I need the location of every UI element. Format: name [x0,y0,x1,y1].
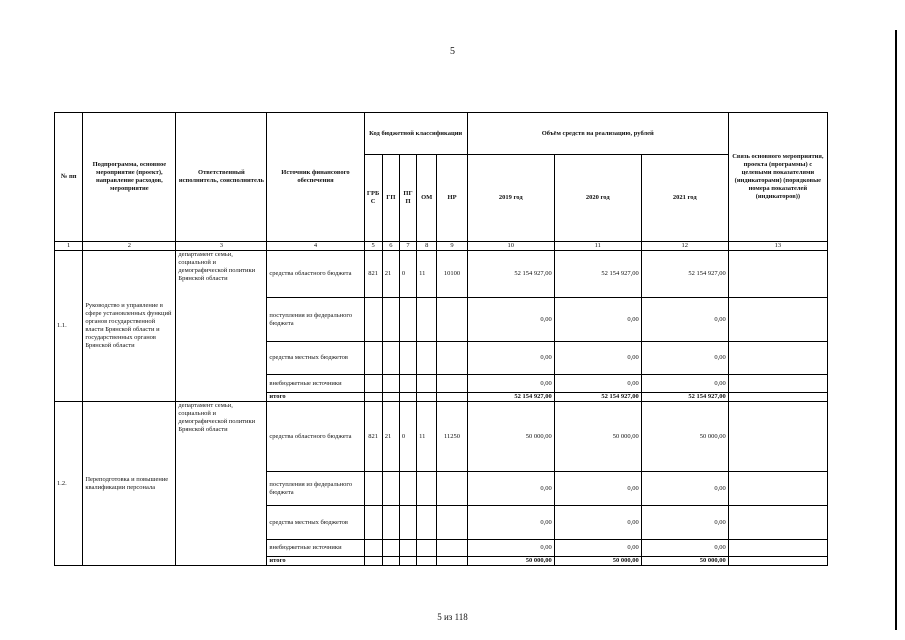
code-grbs-cell [364,506,382,540]
amount-2021-cell: 0,00 [641,472,728,506]
code-grbs-cell [364,393,382,402]
header-num: № пп [55,113,83,242]
column-number: 3 [176,242,267,251]
code-om-cell [417,342,437,375]
amount-2019-cell: 0,00 [467,506,554,540]
amount-2019-cell: 52 154 927,00 [467,393,554,402]
amount-2019-cell: 0,00 [467,472,554,506]
table-row [55,402,828,472]
code-nr-cell [437,540,467,557]
column-number: 11 [554,242,641,251]
code-nr-cell [437,298,467,342]
code-pgp-cell: 0 [399,251,416,298]
amount-2019-cell: 0,00 [467,298,554,342]
amount-2021-cell: 0,00 [641,506,728,540]
link-cell [728,342,827,375]
section-executor: департамент семьи, социальной и демографической политики Брянской области [176,251,267,402]
amount-2019-cell: 50 000,00 [467,402,554,472]
header-year-2021: 2021 год [641,155,728,242]
code-grbs-cell [364,298,382,342]
amount-2021-cell: 0,00 [641,298,728,342]
code-gp-cell: 21 [382,251,399,298]
code-nr-cell [437,557,467,566]
code-pgp-cell [399,298,416,342]
code-gp-cell [382,472,399,506]
header-code-nr: НР [437,155,467,242]
code-gp-cell [382,342,399,375]
amount-2020-cell: 0,00 [554,375,641,393]
link-cell [728,540,827,557]
code-grbs-cell [364,342,382,375]
header-year-2019: 2019 год [467,155,554,242]
link-cell [728,375,827,393]
amount-2019-cell: 0,00 [467,342,554,375]
code-pgp-cell: 0 [399,402,416,472]
source-cell: внебюджетные источники [267,540,364,557]
column-number: 13 [728,242,827,251]
header-code-group: Код бюджетной классификации [364,113,467,155]
header-code-grbs: ГРБ С [364,155,382,242]
amount-2019-cell: 0,00 [467,540,554,557]
code-gp-cell [382,540,399,557]
source-cell: итого [267,557,364,566]
code-grbs-cell [364,540,382,557]
amount-2021-cell: 0,00 [641,342,728,375]
code-grbs-cell [364,472,382,506]
amount-2021-cell: 0,00 [641,540,728,557]
header-executor: Ответственный исполнитель, соисполнитель [176,113,267,242]
code-nr-cell [437,472,467,506]
code-grbs-cell [364,375,382,393]
header-source: Источник финансового обеспечения [267,113,364,242]
amount-2021-cell: 0,00 [641,375,728,393]
amount-2020-cell: 0,00 [554,342,641,375]
code-nr-cell [437,342,467,375]
column-number: 6 [382,242,399,251]
source-cell: итого [267,393,364,402]
table-row [55,251,828,298]
header-code-gp: ГП [382,155,399,242]
link-cell [728,298,827,342]
column-number: 8 [417,242,437,251]
code-pgp-cell [399,393,416,402]
code-nr-cell: 10100 [437,251,467,298]
code-nr-cell: 11250 [437,402,467,472]
amount-2019-cell: 0,00 [467,375,554,393]
code-nr-cell [437,375,467,393]
page-number: 5 [450,46,455,57]
code-om-cell [417,298,437,342]
link-cell [728,393,827,402]
amount-2021-cell: 52 154 927,00 [641,251,728,298]
page-footer: 5 из 118 [437,612,468,622]
amount-2021-cell: 50 000,00 [641,557,728,566]
header-program: Подпрограмма, основное мероприятие (проект), направление расходов, мероприятие [83,113,176,242]
source-cell: средства областного бюджета [267,251,364,298]
section-number: 1.2. [55,402,83,566]
amount-2020-cell: 52 154 927,00 [554,251,641,298]
link-cell [728,557,827,566]
code-pgp-cell [399,557,416,566]
code-grbs-cell: 821 [364,251,382,298]
code-gp-cell [382,375,399,393]
code-gp-cell [382,393,399,402]
code-pgp-cell [399,540,416,557]
column-number-row [55,242,828,251]
source-cell: поступления из федерального бюджета [267,472,364,506]
code-grbs-cell: 821 [364,402,382,472]
column-number: 9 [437,242,467,251]
link-cell [728,251,827,298]
header-code-om: ОМ [417,155,437,242]
amount-2020-cell: 50 000,00 [554,402,641,472]
source-cell: поступления из федерального бюджета [267,298,364,342]
amount-2020-cell: 52 154 927,00 [554,393,641,402]
column-number: 4 [267,242,364,251]
code-nr-cell [437,393,467,402]
source-cell: средства областного бюджета [267,402,364,472]
code-om-cell [417,540,437,557]
amount-2019-cell: 52 154 927,00 [467,251,554,298]
header-year-2020: 2020 год [554,155,641,242]
code-grbs-cell [364,557,382,566]
amount-2020-cell: 0,00 [554,472,641,506]
amount-2019-cell: 50 000,00 [467,557,554,566]
amount-2021-cell: 52 154 927,00 [641,393,728,402]
code-pgp-cell [399,375,416,393]
code-pgp-cell [399,506,416,540]
header-link: Связь основного мероприятия, проекта (программы) с целевыми показателями (индикаторами) (порядковые номера показателей (индикаторов)) [728,113,827,242]
column-number: 10 [467,242,554,251]
code-gp-cell [382,557,399,566]
source-cell: средства местных бюджетов [267,506,364,540]
amount-2020-cell: 0,00 [554,506,641,540]
link-cell [728,402,827,472]
source-cell: средства местных бюджетов [267,342,364,375]
code-om-cell: 11 [417,402,437,472]
code-nr-cell [437,506,467,540]
code-gp-cell [382,298,399,342]
header-code-pgp: ПГ П [399,155,416,242]
column-number: 2 [83,242,176,251]
amount-2020-cell: 0,00 [554,540,641,557]
budget-table [54,112,828,566]
source-cell: внебюджетные источники [267,375,364,393]
code-pgp-cell [399,472,416,506]
code-om-cell [417,393,437,402]
section-number: 1.1. [55,251,83,402]
code-om-cell [417,506,437,540]
amount-2020-cell: 0,00 [554,298,641,342]
code-gp-cell: 21 [382,402,399,472]
column-number: 7 [399,242,416,251]
code-om-cell: 11 [417,251,437,298]
link-cell [728,472,827,506]
header-amount-group: Объём средств на реализацию, рублей [467,113,728,155]
column-number: 1 [55,242,83,251]
link-cell [728,506,827,540]
section-name: Переподготовка и повышение квалификации персонала [83,402,176,566]
section-executor: департамент семьи, социальной и демографической политики Брянской области [176,402,267,566]
column-number: 12 [641,242,728,251]
code-pgp-cell [399,342,416,375]
column-number: 5 [364,242,382,251]
code-gp-cell [382,506,399,540]
right-edge-rule [895,30,897,630]
code-om-cell [417,557,437,566]
section-name: Руководство и управление в сфере установленных функций органов государственной власти Брянской области и государственных органов Брянской области [83,251,176,402]
code-om-cell [417,375,437,393]
amount-2021-cell: 50 000,00 [641,402,728,472]
code-om-cell [417,472,437,506]
amount-2020-cell: 50 000,00 [554,557,641,566]
